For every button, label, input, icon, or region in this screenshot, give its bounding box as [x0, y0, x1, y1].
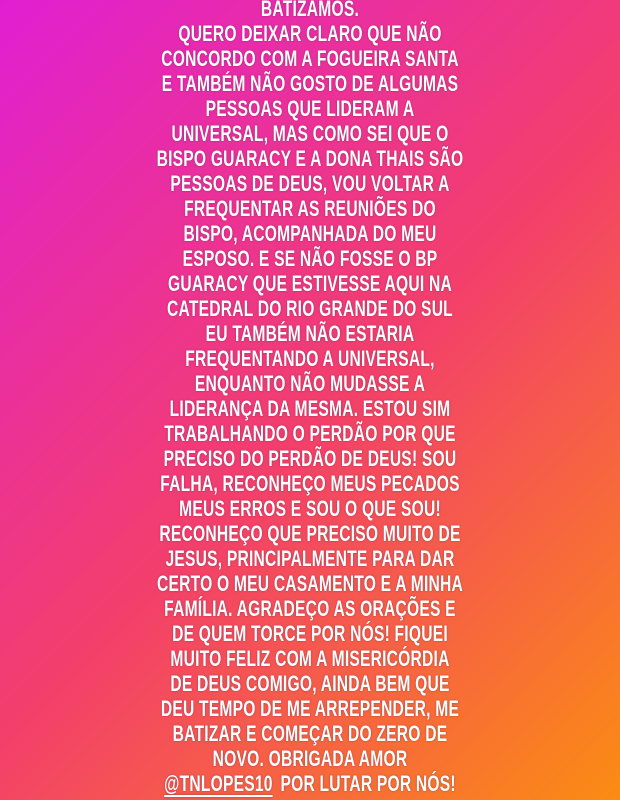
mention-link[interactable]: @TNLOPES10: [164, 771, 273, 796]
story-text-block: [90, 0, 530, 796]
story-text-line: ENQUANTO NÃO MUDASSE A: [194, 371, 426, 396]
story-text-line: DEU TEMPO DE ME ARREPENDER, ME: [160, 696, 460, 721]
story-text-line: TRABALHANDO O PERDÃO POR QUE: [164, 421, 456, 446]
story-text-line: PESSOAS DE DEUS, VOU VOLTAR A: [170, 171, 450, 196]
story-text-line: FREQUENTAR AS REUNIÕES DO: [184, 196, 436, 221]
story-text-line: LIDERANÇA DA MESMA. ESTOU SIM: [169, 396, 451, 421]
story-text-line: NOVO. OBRIGADA AMOR: [212, 746, 408, 771]
story-text-line: DE DEUS COMIGO, AINDA BEM QUE: [170, 671, 450, 696]
story-text-line: GUARACY QUE ESTIVESSE AQUI NA: [168, 271, 452, 296]
story-text-line: FREQUENTANDO A UNIVERSAL,: [185, 346, 435, 371]
story-text-line: CONCORDO COM A FOGUEIRA SANTA: [161, 46, 459, 71]
mention-line-rest: POR LUTAR POR NÓS!: [280, 771, 456, 796]
story-text-line: PRECISO DO PERDÃO DE DEUS! SOU: [163, 446, 457, 471]
story-text-line: FALHA, RECONHEÇO MEUS PECADOS: [160, 471, 460, 496]
story-text-line: QUERO DEIXAR CLARO QUE NÃO: [178, 21, 442, 46]
story-text-line: DE QUEM TORCE POR NÓS! FIQUEI: [172, 621, 448, 646]
story-mention-line: [90, 771, 530, 796]
story-text-line: RECONHEÇO QUE PRECISO MUITO DE: [159, 521, 461, 546]
story-text-line: BISPO, ACOMPANHADA DO MEU: [183, 221, 437, 246]
story-text-line: ESPOSO. E SE NÃO FOSSE O BP: [182, 246, 438, 271]
story-text-line: BATIZAR E COMEÇAR DO ZERO DE: [172, 721, 448, 746]
story-text-line: UNIVERSAL, MAS COMO SEI QUE O: [171, 121, 449, 146]
story-text-lines: [90, 0, 530, 771]
story-text-line: MUITO FELIZ COM A MISERICÓRDIA: [170, 646, 450, 671]
story-text-line: BISPO GUARACY E A DONA THAIS SÃO: [156, 146, 464, 171]
story-text-line: MEUS ERROS E SOU O QUE SOU!: [179, 496, 441, 521]
story-text-line: FAMÍLIA. AGRADEÇO AS ORAÇÕES E: [164, 596, 456, 621]
story-text-line: CATEDRAL DO RIO GRANDE DO SUL: [167, 296, 453, 321]
story-text-line: BATIZAMOS.: [260, 0, 360, 21]
story-text-line: JESUS, PRINCIPALMENTE PARA DAR: [165, 546, 455, 571]
story-text-line: EU TAMBÉM NÃO ESTARIA: [205, 321, 415, 346]
story-text-line: E TAMBÉM NÃO GOSTO DE ALGUMAS: [161, 71, 459, 96]
story-text-line: PESSOAS QUE LIDERAM A: [205, 96, 415, 121]
story-text-line: CERTO O MEU CASAMENTO E A MINHA: [156, 571, 463, 596]
